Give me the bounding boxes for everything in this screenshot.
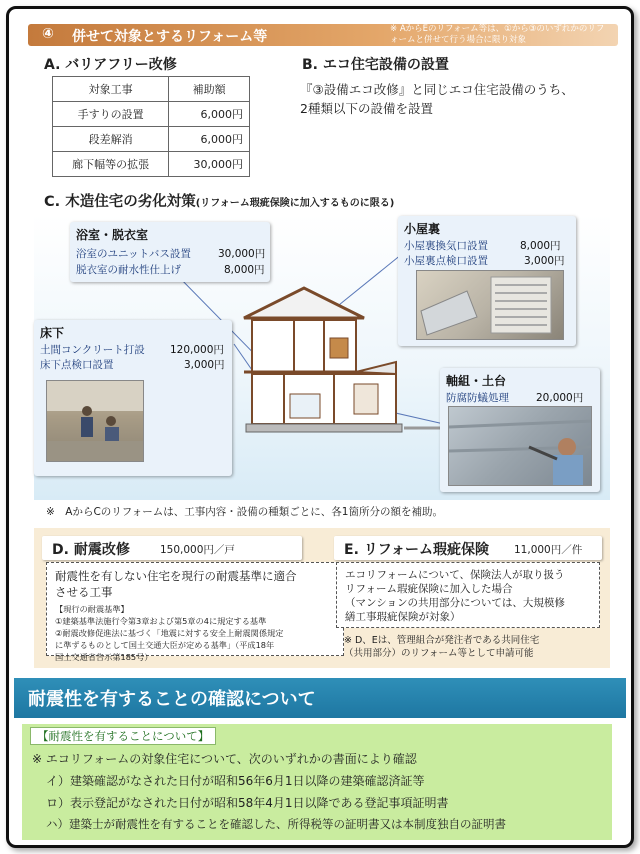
confirm-banner-title: 耐震性を有することの確認について	[28, 689, 316, 710]
section-d-title: D. 耐震改修	[52, 542, 130, 558]
bath-title: 浴室・脱衣室	[76, 228, 149, 242]
section-e-line: 繕工事瑕疵保険が対象）	[345, 611, 461, 623]
section-c-header	[44, 190, 394, 211]
section-de-note-line: （共用部分）のリフォーム等として申請可能	[344, 648, 534, 659]
floor-photo	[46, 380, 144, 462]
section-d-main-line: させる工事	[55, 585, 113, 599]
section4-note: ※ AからEのリフォーム等は、①から③のいずれかのリフォームと併せて行う場合に限り対象	[390, 24, 605, 45]
section-e-detail-box	[336, 562, 600, 628]
attic-item-label: 小屋裏点検口設置	[404, 255, 488, 267]
section-e-title: E. リフォーム瑕疵保険	[344, 542, 490, 558]
section-e-title-box	[334, 536, 602, 560]
floor-title: 床下	[40, 326, 65, 340]
section-d-amount: 150,000円／戸	[160, 544, 235, 556]
floor-box	[34, 320, 232, 476]
bath-item-amount: 8,000円	[224, 264, 265, 276]
section-d-main-text	[55, 568, 297, 600]
section-b-line: 2種類以下の設備を設置	[300, 101, 433, 116]
bath-item-amount: 30,000円	[218, 248, 266, 260]
section-c-footnote: ※ AからCのリフォームは、工事内容・設備の種類ごとに、各1箇所分の額を補助。	[46, 506, 443, 518]
section-de-note	[344, 634, 604, 660]
section-d-sub-line: ①建築基準法施行令第3章および第5章の4に規定する基準	[55, 616, 267, 626]
attic-item-label: 小屋裏換気口設置	[404, 240, 488, 252]
section-e-text	[345, 568, 565, 624]
section-d-title-box	[42, 536, 302, 560]
attic-item-amount: 3,000円	[524, 255, 565, 267]
attic-box	[398, 216, 576, 346]
table-row	[53, 102, 250, 127]
section4-title: 併せて対象とするリフォーム等	[72, 29, 268, 45]
section-d-sub-line: 国土交通省告示第185号）	[55, 652, 153, 662]
floor-item-label: 土間コンクリート打設	[40, 344, 145, 356]
table-cell: 30,000円	[169, 152, 250, 177]
frame-title: 軸組・土台	[446, 374, 507, 388]
confirm-label: 【耐震性を有することについて】	[30, 727, 216, 745]
attic-photo	[416, 270, 564, 340]
section-de-note-line: ※ D、Eは、管理組合が発注者である共同住宅	[344, 635, 540, 646]
bath-box	[70, 222, 270, 282]
attic-title: 小屋裏	[404, 222, 441, 236]
bath-item-label: 浴室のユニットバス設置	[76, 248, 191, 260]
section-c-panel	[34, 214, 610, 500]
section-e-line: エコリフォームについて、保険法人が取り扱う	[345, 569, 565, 581]
section-d-detail-box	[46, 562, 344, 662]
confirm-banner	[14, 678, 626, 718]
section-c-subnote: (リフォーム瑕疵保険に加入するものに限る)	[195, 198, 395, 209]
table-row	[53, 127, 250, 152]
section-d-sub-line: 【現行の耐震基準】	[55, 604, 129, 614]
floor-item-amount: 120,000円	[170, 344, 224, 356]
section4-number: ④	[42, 26, 54, 42]
section-e-line: リフォーム瑕疵保険に加入した場合	[345, 583, 513, 595]
section-b-line: 『③設備エコ改修』と同じエコ住宅設備のうち、	[300, 82, 574, 97]
floor-item-amount: 3,000円	[184, 359, 225, 371]
attic-item-amount: 8,000円	[520, 240, 561, 252]
confirm-item: ロ）表示登記がなされた日付が昭和58年4月1日以降である登記事項証明書	[46, 796, 449, 810]
floor-item-label: 床下点検口設置	[40, 359, 114, 371]
table-cell: 廊下幅等の拡張	[53, 152, 169, 177]
bath-item-label: 脱衣室の耐水性仕上げ	[76, 264, 181, 276]
confirm-item: ハ）建築士が耐震性を有することを確認した、所得税等の証明書又は本制度独自の証明書	[46, 817, 506, 831]
frame-box	[440, 368, 600, 492]
table-header-cell: 対象工事	[53, 77, 169, 102]
subsidy-table	[52, 76, 250, 177]
frame-item-label: 防腐防蟻処理	[446, 392, 509, 404]
table-cell: 手すりの設置	[53, 102, 169, 127]
section-a-header: A. バリアフリー改修	[44, 57, 177, 73]
section-d-sub-text	[55, 603, 283, 663]
frame-photo	[448, 406, 592, 486]
section-e-line: （マンションの共用部分については、大規模修	[345, 597, 565, 609]
vent-icon	[417, 271, 564, 340]
section-e-amount: 11,000円／件	[514, 544, 583, 556]
confirm-panel	[22, 724, 612, 840]
table-cell: 6,000円	[169, 127, 250, 152]
table-header-row	[53, 77, 250, 102]
section4-header	[28, 24, 618, 46]
section-d-sub-line: に準ずるものとして国土交通大臣が定める基準」（平成18年	[55, 640, 275, 650]
section-b-text	[300, 80, 600, 118]
table-header-cell: 補助額	[169, 77, 250, 102]
section-b-header: B. エコ住宅設備の設置	[302, 57, 449, 73]
section-d-sub-line: ②耐震改修促進法に基づく「地震に対する安全上耐震関係規定	[55, 628, 284, 638]
spray-icon	[449, 407, 592, 486]
section-d-main-line: 耐震性を有しない住宅を現行の耐震基準に適合	[55, 569, 297, 583]
worker-icon	[47, 381, 144, 462]
table-row	[53, 152, 250, 177]
confirm-item: イ）建築確認がなされた日付が昭和56年6月1日以降の建築確認済証等	[46, 774, 425, 788]
table-cell: 6,000円	[169, 102, 250, 127]
confirm-intro: ※ エコリフォームの対象住宅について、次のいずれかの書面により確認	[32, 752, 417, 766]
frame-item-amount: 20,000円	[536, 392, 584, 404]
table-cell: 段差解消	[53, 127, 169, 152]
section-c-title: C. 木造住宅の劣化対策	[44, 194, 196, 210]
